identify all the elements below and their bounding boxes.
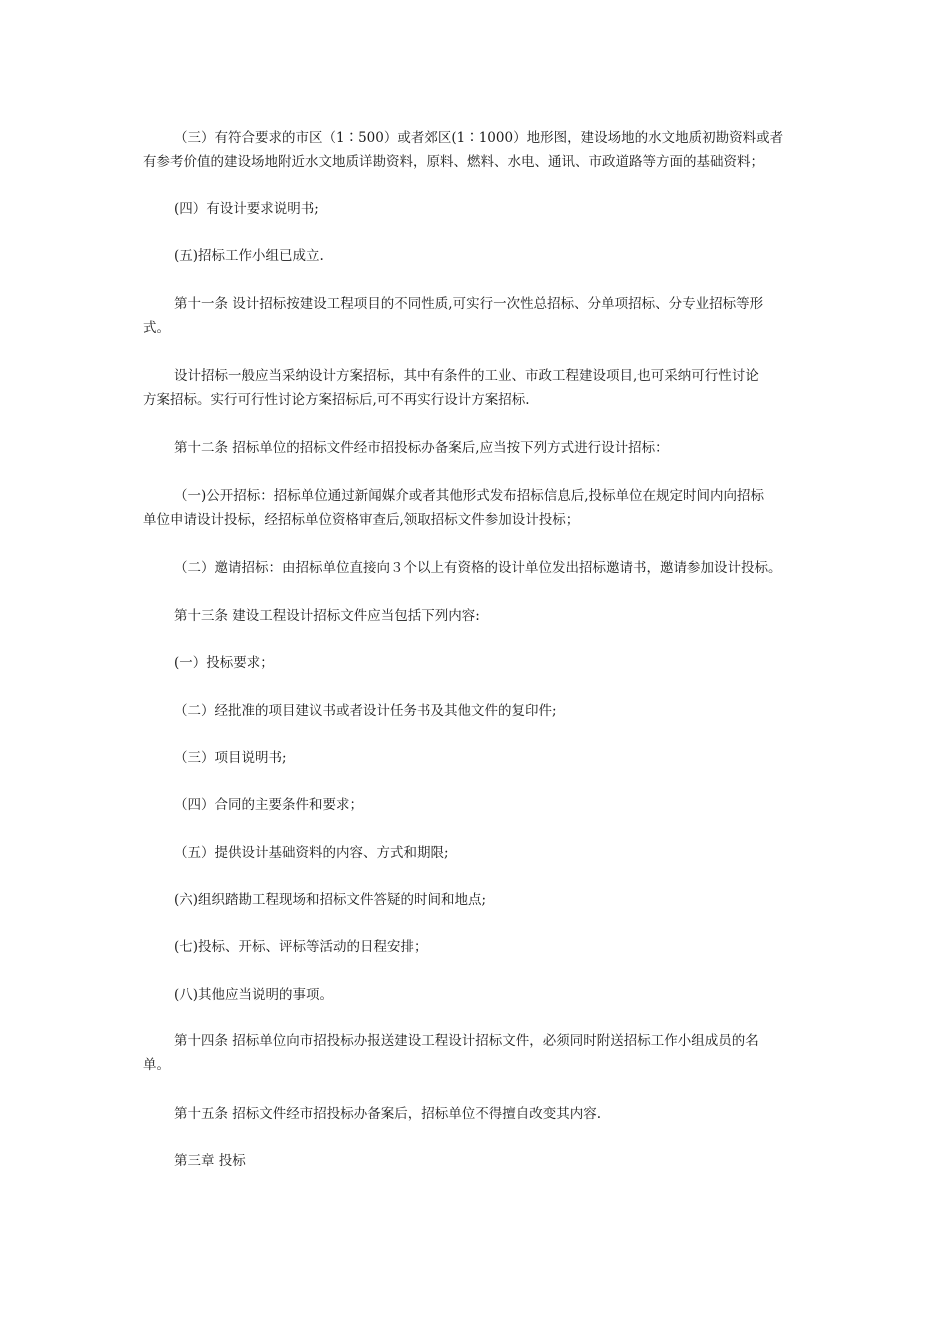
text-line: (七)投标、开标、评标等活动的日程安排；	[174, 939, 428, 955]
text-line: 第十三条 建设工程设计招标文件应当包括下列内容:	[174, 608, 480, 624]
text-line: （二）经批准的项目建议书或者设计任务书及其他文件的复印件;	[174, 703, 557, 719]
text-line: 第十一条 设计招标按建设工程项目的不同性质,可实行一次性总招标、分单项招标、分专业招标等形	[174, 296, 764, 312]
paragraph-5-bid-team	[143, 244, 815, 268]
text-line: 第三章 投标	[174, 1153, 246, 1169]
article-12-invited-tender	[143, 556, 815, 580]
article-13-item-1	[143, 651, 815, 675]
text-line: 有参考价值的建设场地附近水文地质详勘资料，原料、燃料、水电、通讯、市政道路等方面的基础资料；	[143, 154, 764, 170]
article-12-open-tender	[143, 484, 815, 532]
text-line: 方案招标。实行可行性讨论方案招标后,可不再实行设计方案招标.	[143, 392, 530, 408]
text-line: (六)组织踏勘工程现场和招标文件答疑的时间和地点;	[174, 892, 487, 908]
text-line: 单。	[143, 1057, 170, 1073]
text-line: （三）项目说明书;	[174, 750, 287, 766]
text-line: 第十二条 招标单位的招标文件经市招投标办备案后,应当按下列方式进行设计招标：	[174, 440, 669, 456]
article-13-item-8	[143, 983, 815, 1007]
article-13-item-5	[143, 841, 815, 865]
article-15	[143, 1102, 815, 1126]
text-line: （一)公开招标：招标单位通过新闻媒介或者其他形式发布招标信息后,投标单位在规定时间内向招标	[174, 488, 765, 504]
paragraph-3-site-data	[143, 126, 815, 174]
article-11-note	[143, 364, 815, 412]
paragraph-4-design-requirements	[143, 197, 815, 221]
text-line: （二）邀请招标：由招标单位直接向３个以上有资格的设计单位发出招标邀请书，邀请参加设计投标。	[174, 560, 782, 576]
article-13-item-6	[143, 888, 815, 912]
text-line: 第十五条 招标文件经市招投标办备案后，招标单位不得擅自改变其内容.	[174, 1106, 602, 1122]
article-12	[143, 436, 815, 460]
article-13-item-2	[143, 699, 815, 723]
text-line: (一）投标要求；	[174, 655, 274, 671]
text-line: （五）提供设计基础资料的内容、方式和期限;	[174, 845, 449, 861]
article-13	[143, 604, 815, 628]
article-14	[143, 1029, 815, 1077]
text-line: （三）有符合要求的市区（1∶500）或者郊区(1∶1000）地形图，建设场地的水文地质初勘资料或者	[174, 130, 784, 146]
text-line: (四）有设计要求说明书;	[174, 201, 319, 217]
text-line: (五)招标工作小组已成立.	[174, 248, 324, 264]
text-line: （四）合同的主要条件和要求；	[174, 797, 363, 813]
text-line: 单位申请设计投标，经招标单位资格审查后,领取招标文件参加设计投标；	[143, 512, 580, 528]
article-11	[143, 292, 815, 340]
article-13-item-3	[143, 746, 815, 770]
text-line: 设计招标一般应当采纳设计方案招标，其中有条件的工业、市政工程建设项目,也可采纳可行性讨论	[174, 368, 759, 384]
text-line: 式。	[143, 320, 170, 336]
chapter-3-heading	[143, 1149, 815, 1173]
article-13-item-4	[143, 793, 815, 817]
article-13-item-7	[143, 935, 815, 959]
text-line: 第十四条 招标单位向市招投标办报送建设工程设计招标文件，必须同时附送招标工作小组成员的名	[174, 1033, 759, 1049]
text-line: (八)其他应当说明的事项。	[174, 987, 334, 1003]
